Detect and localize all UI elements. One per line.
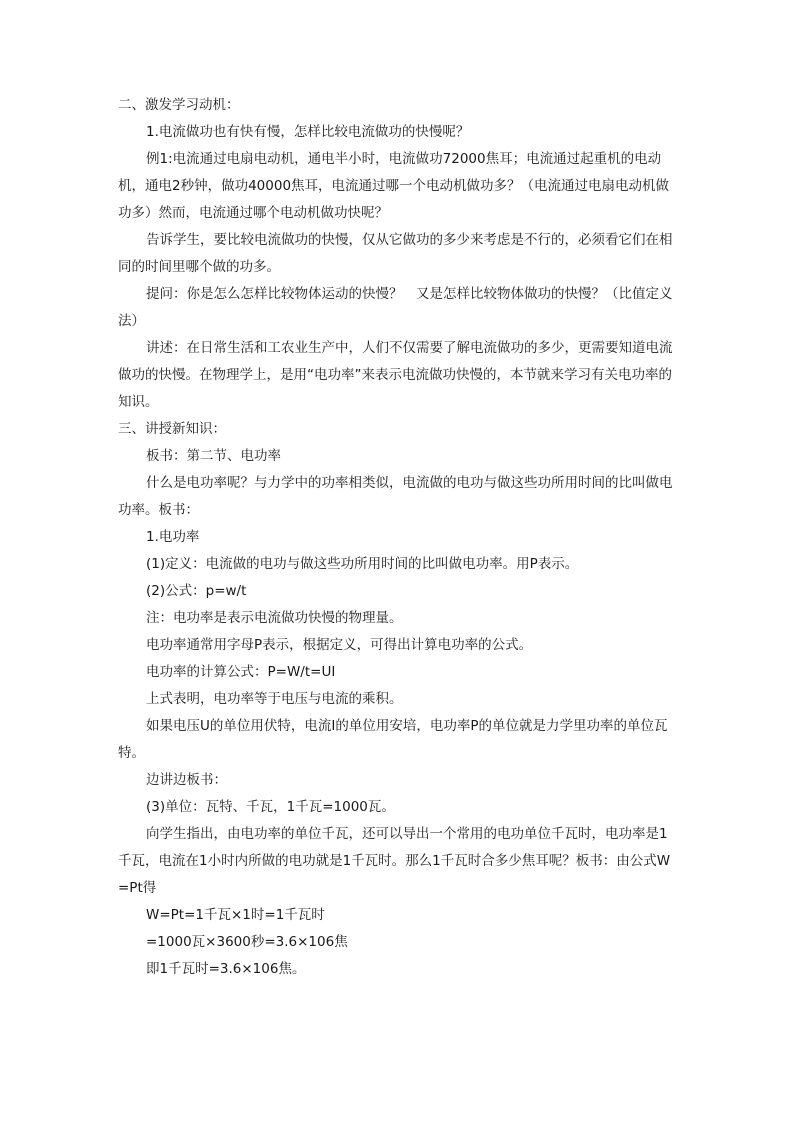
equation-line-1: W=Pt=1千瓦×1时=1千瓦时 [146,907,325,923]
section-heading-new-knowledge: 三、讲授新知识： [118,421,226,437]
paragraph-units: 如果电压U的单位用伏特，电流I的单位用安培，电功率P的单位就是力学里功率的单位瓦特。 [118,718,668,761]
paragraph-note: 注：电功率是表示电流做功快慢的物理量。 [146,610,403,626]
paragraph-definition: (1)定义：电流做的电功与做这些功所用时间的比叫做电功率。用P表示。 [146,556,579,572]
paragraph-kwh: 向学生指出，由电功率的单位千瓦，还可以导出一个常用的电功单位千瓦时，电功率是1千瓦，电流在1小时内所做的电功就是1千瓦时。那么1千瓦时合多少焦耳呢？板书：由公式W=Pt得 [118,826,671,896]
paragraph-unit-item: (3)单位：瓦特、千瓦，1千瓦=1000瓦。 [146,799,395,815]
paragraph-narrate: 讲述：在日常生活和工农业生产中，人们不仅需要了解电流做功的多少，更需要知道电流做功的快慢。在物理学上，是用“电功率”来表示电流做功快慢的，本节就来学习有关电功率的知识。 [118,340,673,410]
document-body [118,92,678,983]
paragraph-board-while: 边讲边板书： [146,772,227,788]
paragraph-tell-students: 告诉学生，要比较电流做功的快慢，仅从它做功的多少来考虑是不行的，必须看它们在相同的时间里哪个做的功多。 [118,232,673,275]
paragraph-question: 1.电流做功也有快有慢，怎样比较电流做功的快慢呢？ [146,124,470,140]
paragraph-board-title: 板书：第二节、电功率 [146,448,281,464]
paragraph-calc-formula: 电功率的计算公式：P=W/t=UI [146,664,336,680]
equation-line-3: 即1千瓦时=3.6×106焦。 [146,961,306,977]
paragraph-example: 例1:电流通过电扇电动机，通电半小时，电流做功72000焦耳；电流通过起重机的电动机，通电2秒钟，做功40000焦耳，电流通过哪一个电动机做功多？（电流通过电扇电动机做功多）然而，电流通过哪个电动机做功快呢？ [118,151,670,221]
paragraph-item-power: 1.电功率 [146,529,200,545]
equation-line-2: =1000瓦×3600秒=3.6×106焦 [146,934,348,950]
section-heading-motivation: 二、激发学习动机： [118,97,240,113]
paragraph-formula: (2)公式：p=w/t [146,583,247,599]
paragraph-ask: 提问：你是怎么怎样比较物体运动的快慢？ 又是怎样比较物体做功的快慢？（比值定义法） [118,286,673,329]
paragraph-what-is-power: 什么是电功率呢？与力学中的功率相类似，电流做的电功与做这些功所用时间的比叫做电功率。板书： [118,475,673,518]
paragraph-symbol: 电功率通常用字母P表示，根据定义，可得出计算电功率的公式。 [146,637,533,653]
paragraph-product: 上式表明，电功率等于电压与电流的乘积。 [146,691,403,707]
